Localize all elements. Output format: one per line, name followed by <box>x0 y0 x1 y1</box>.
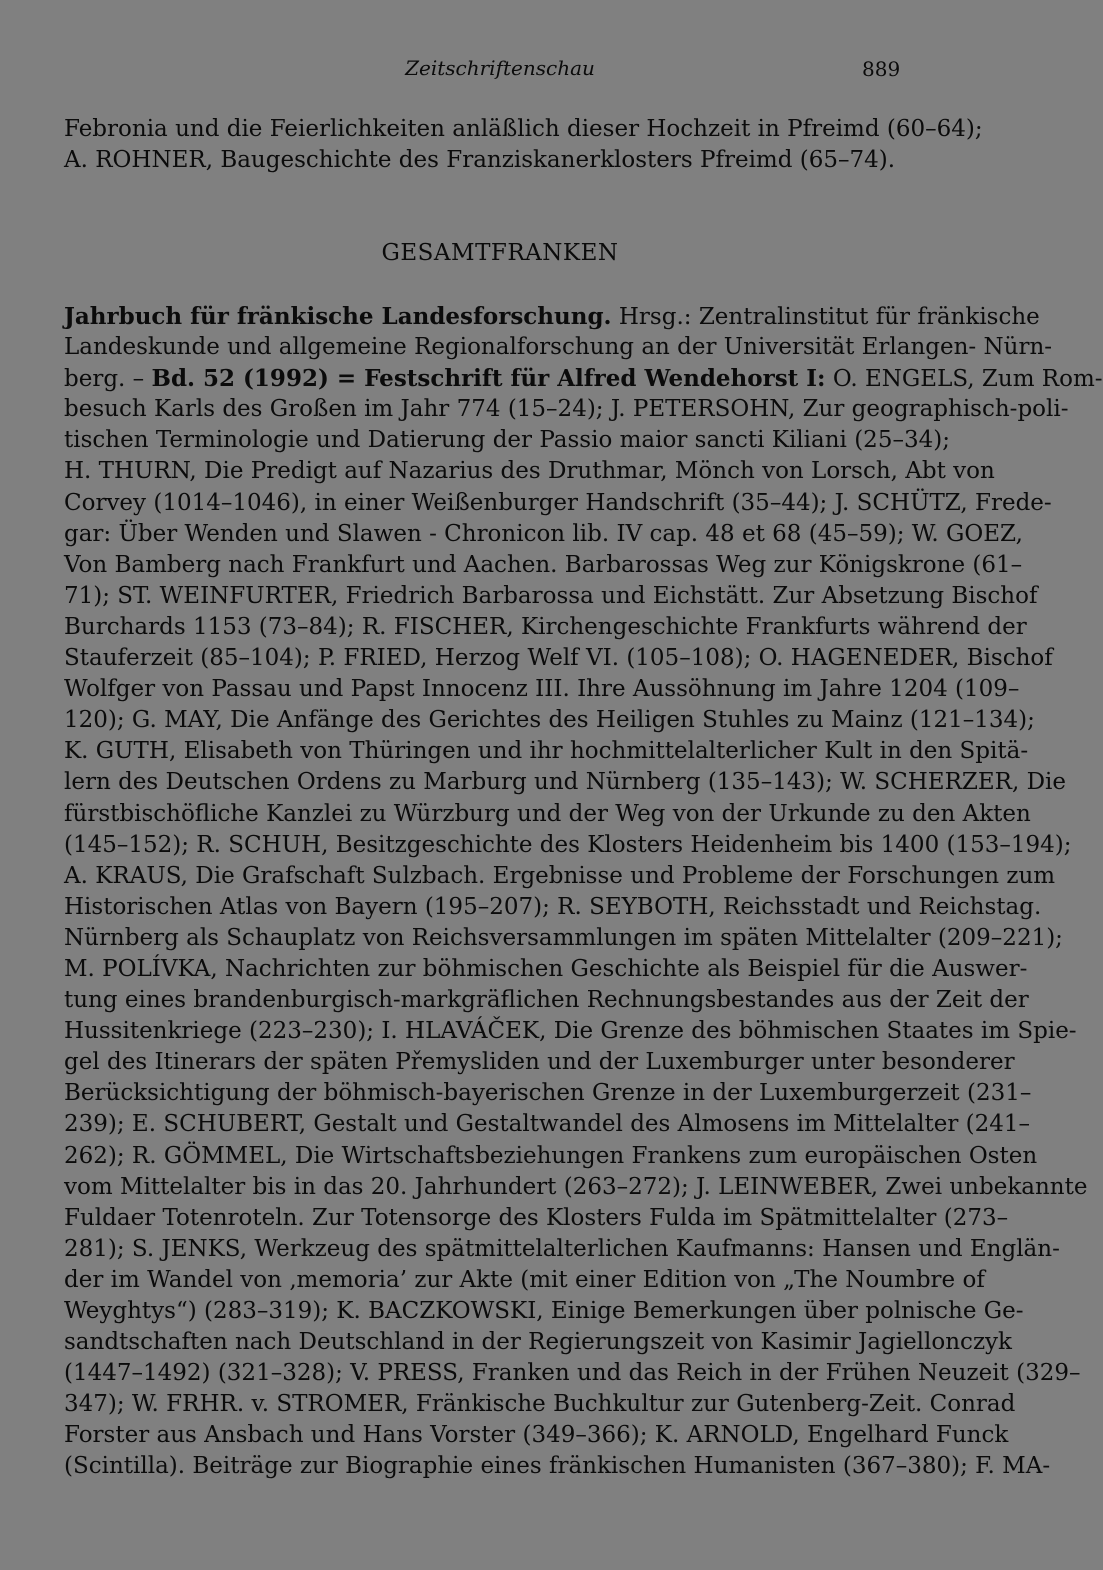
text-line: Febronia und die Feierlichkeiten anläßlich dieser Hochzeit in Pfreimd (60–64); <box>64 116 983 142</box>
text-line: besuch Karls des Großen im Jahr 774 (15–24); J. PETERSOHN, Zur geographisch-poli- <box>64 396 1069 423</box>
text-line: 281); S. JENKS, Werkzeug des spätmittelalterlichen Kaufmanns: Hansen und Englän- <box>64 1235 1060 1262</box>
line-text: berg. – <box>64 366 152 393</box>
volume-title: Bd. 52 (1992) = Festschrift für Alfred Wendehorst I: <box>151 365 826 393</box>
text-line: Nürnberg als Schauplatz von Reichsversammlungen im späten Mittelalter (209–221); <box>64 924 1063 951</box>
text-line: Wolfger von Passau und Papst Innocenz III. Ihre Aussöhnung im Jahre 1204 (109– <box>64 676 1020 703</box>
journal-title: Jahrbuch für fränkische Landesforschung. <box>64 303 612 330</box>
page-number: 889 <box>862 57 901 81</box>
journal-entry <box>64 301 1103 1483</box>
intro-paragraph <box>64 114 983 176</box>
text-line: fürstbischöfliche Kanzlei zu Würzburg und der Weg von der Urkunde zu den Akten <box>64 800 1031 827</box>
text-line: Forster aus Ansbach und Hans Vorster (349–366); K. ARNOLD, Engelhard Funck <box>64 1422 1009 1449</box>
text-line: (145–152); R. SCHUH, Besitzgeschichte des Klosters Heidenheim bis 1400 (153–194); <box>64 831 1072 858</box>
text-line: Burchards 1153 (73–84); R. FISCHER, Kirchengeschichte Frankfurts während der <box>64 613 1027 640</box>
text-line: 347); W. FRHR. v. STROMER, Fränkische Buchkultur zur Gutenberg-Zeit. Conrad <box>64 1391 1016 1418</box>
text-line <box>64 301 1040 332</box>
text-line: Hussitenkriege (223–230); I. HLAVÁČEK, Die Grenze des böhmischen Staates im Spie- <box>64 1018 1077 1045</box>
text-line: 120); G. MAY, Die Anfänge des Gerichtes des Heiligen Stuhles zu Mainz (121–134); <box>64 707 1035 734</box>
text-line: sandtschaften nach Deutschland in der Regierungszeit von Kasimir Jagiellonczyk <box>64 1329 1012 1356</box>
text-line: Berücksichtigung der böhmisch-bayerischen Grenze in der Luxemburgerzeit (231– <box>64 1080 1032 1107</box>
text-line: lern des Deutschen Ordens zu Marburg und Nürnberg (135–143); W. SCHERZER, Die <box>64 769 1067 796</box>
text-line: Stauferzeit (85–104); P. FRIED, Herzog Welf VI. (105–108); O. HAGENEDER, Bischof <box>64 645 1053 672</box>
text-line: gel des Itinerars der späten Přemysliden und der Luxemburger unter besonderer <box>64 1049 1015 1076</box>
line-text: O. ENGELS, Zum Rom- <box>825 366 1103 393</box>
running-title: Zeitschriftenschau <box>405 56 595 80</box>
text-line: tischen Terminologie und Datierung der Passio maior sancti Kiliani (25–34); <box>64 427 950 454</box>
text-line: 239); E. SCHUBERT, Gestalt und Gestaltwandel des Almosens im Mittelalter (241– <box>64 1111 1031 1138</box>
text-line: 262); R. GÖMMEL, Die Wirtschaftsbeziehungen Frankens zum europäischen Osten <box>64 1142 1038 1169</box>
text-line <box>64 363 1103 394</box>
text-line: 71); ST. WEINFURTER, Friedrich Barbarossa und Eichstätt. Zur Absetzung Bischof <box>64 582 1038 609</box>
text-line: Historischen Atlas von Bayern (195–207); R. SEYBOTH, Reichsstadt und Reichstag. <box>64 893 1042 920</box>
text-line: vom Mittelalter bis in das 20. Jahrhundert (263–272); J. LEINWEBER, Zwei unbekannte <box>64 1173 1088 1200</box>
line-text: Hrsg.: Zentralinstitut für fränkische <box>611 304 1040 330</box>
text-line: der im Wandel von ‚memoria’ zur Akte (mit einer Edition von „The Noumbre of <box>64 1266 985 1293</box>
entry-lines <box>64 394 1088 1482</box>
text-line: A. ROHNER, Baugeschichte des Franziskanerklosters Pfreimd (65–74). <box>64 147 896 174</box>
text-line: (Scintilla). Beiträge zur Biographie eines fränkischen Humanisten (367–380); F. MA- <box>64 1453 1051 1480</box>
text-line: gar: Über Wenden und Slawen - Chronicon lib. IV cap. 48 et 68 (45–59); W. GOEZ, <box>64 520 1023 547</box>
text-line: Von Bamberg nach Frankfurt und Aachen. Barbarossas Weg zur Königskrone (61– <box>64 551 1023 578</box>
text-line: tung eines brandenburgisch-markgräflichen Rechnungsbestandes aus der Zeit der <box>64 987 1029 1014</box>
text-line: M. POLÍVKA, Nachrichten zur böhmischen Geschichte als Beispiel für die Auswer- <box>64 955 1028 982</box>
section-heading: GESAMTFRANKEN <box>381 240 619 266</box>
text-line: A. KRAUS, Die Grafschaft Sulzbach. Ergebnisse und Probleme der Forschungen zum <box>64 862 1056 889</box>
text-line: K. GUTH, Elisabeth von Thüringen und ihr hochmittelalterlicher Kult in den Spitä- <box>64 738 1029 765</box>
text-line: H. THURN, Die Predigt auf Nazarius des Druthmar, Mönch von Lorsch, Abt von <box>64 458 995 485</box>
text-line: Corvey (1014–1046), in einer Weißenburger Handschrift (35–44); J. SCHÜTZ, Frede- <box>64 489 1052 516</box>
text-line: (1447–1492) (321–328); V. PRESS, Franken und das Reich in der Frühen Neuzeit (329– <box>64 1360 1081 1387</box>
text-line: Fuldaer Totenroteln. Zur Totensorge des Klosters Fulda im Spätmittelalter (273– <box>64 1204 1009 1231</box>
text-line: Weyghtys“) (283–319); K. BACZKOWSKI, Einige Bemerkungen über polnische Ge- <box>64 1298 1024 1324</box>
text-line: Landeskunde und allgemeine Regionalforschung an der Universität Erlangen- Nürn- <box>64 334 1053 361</box>
